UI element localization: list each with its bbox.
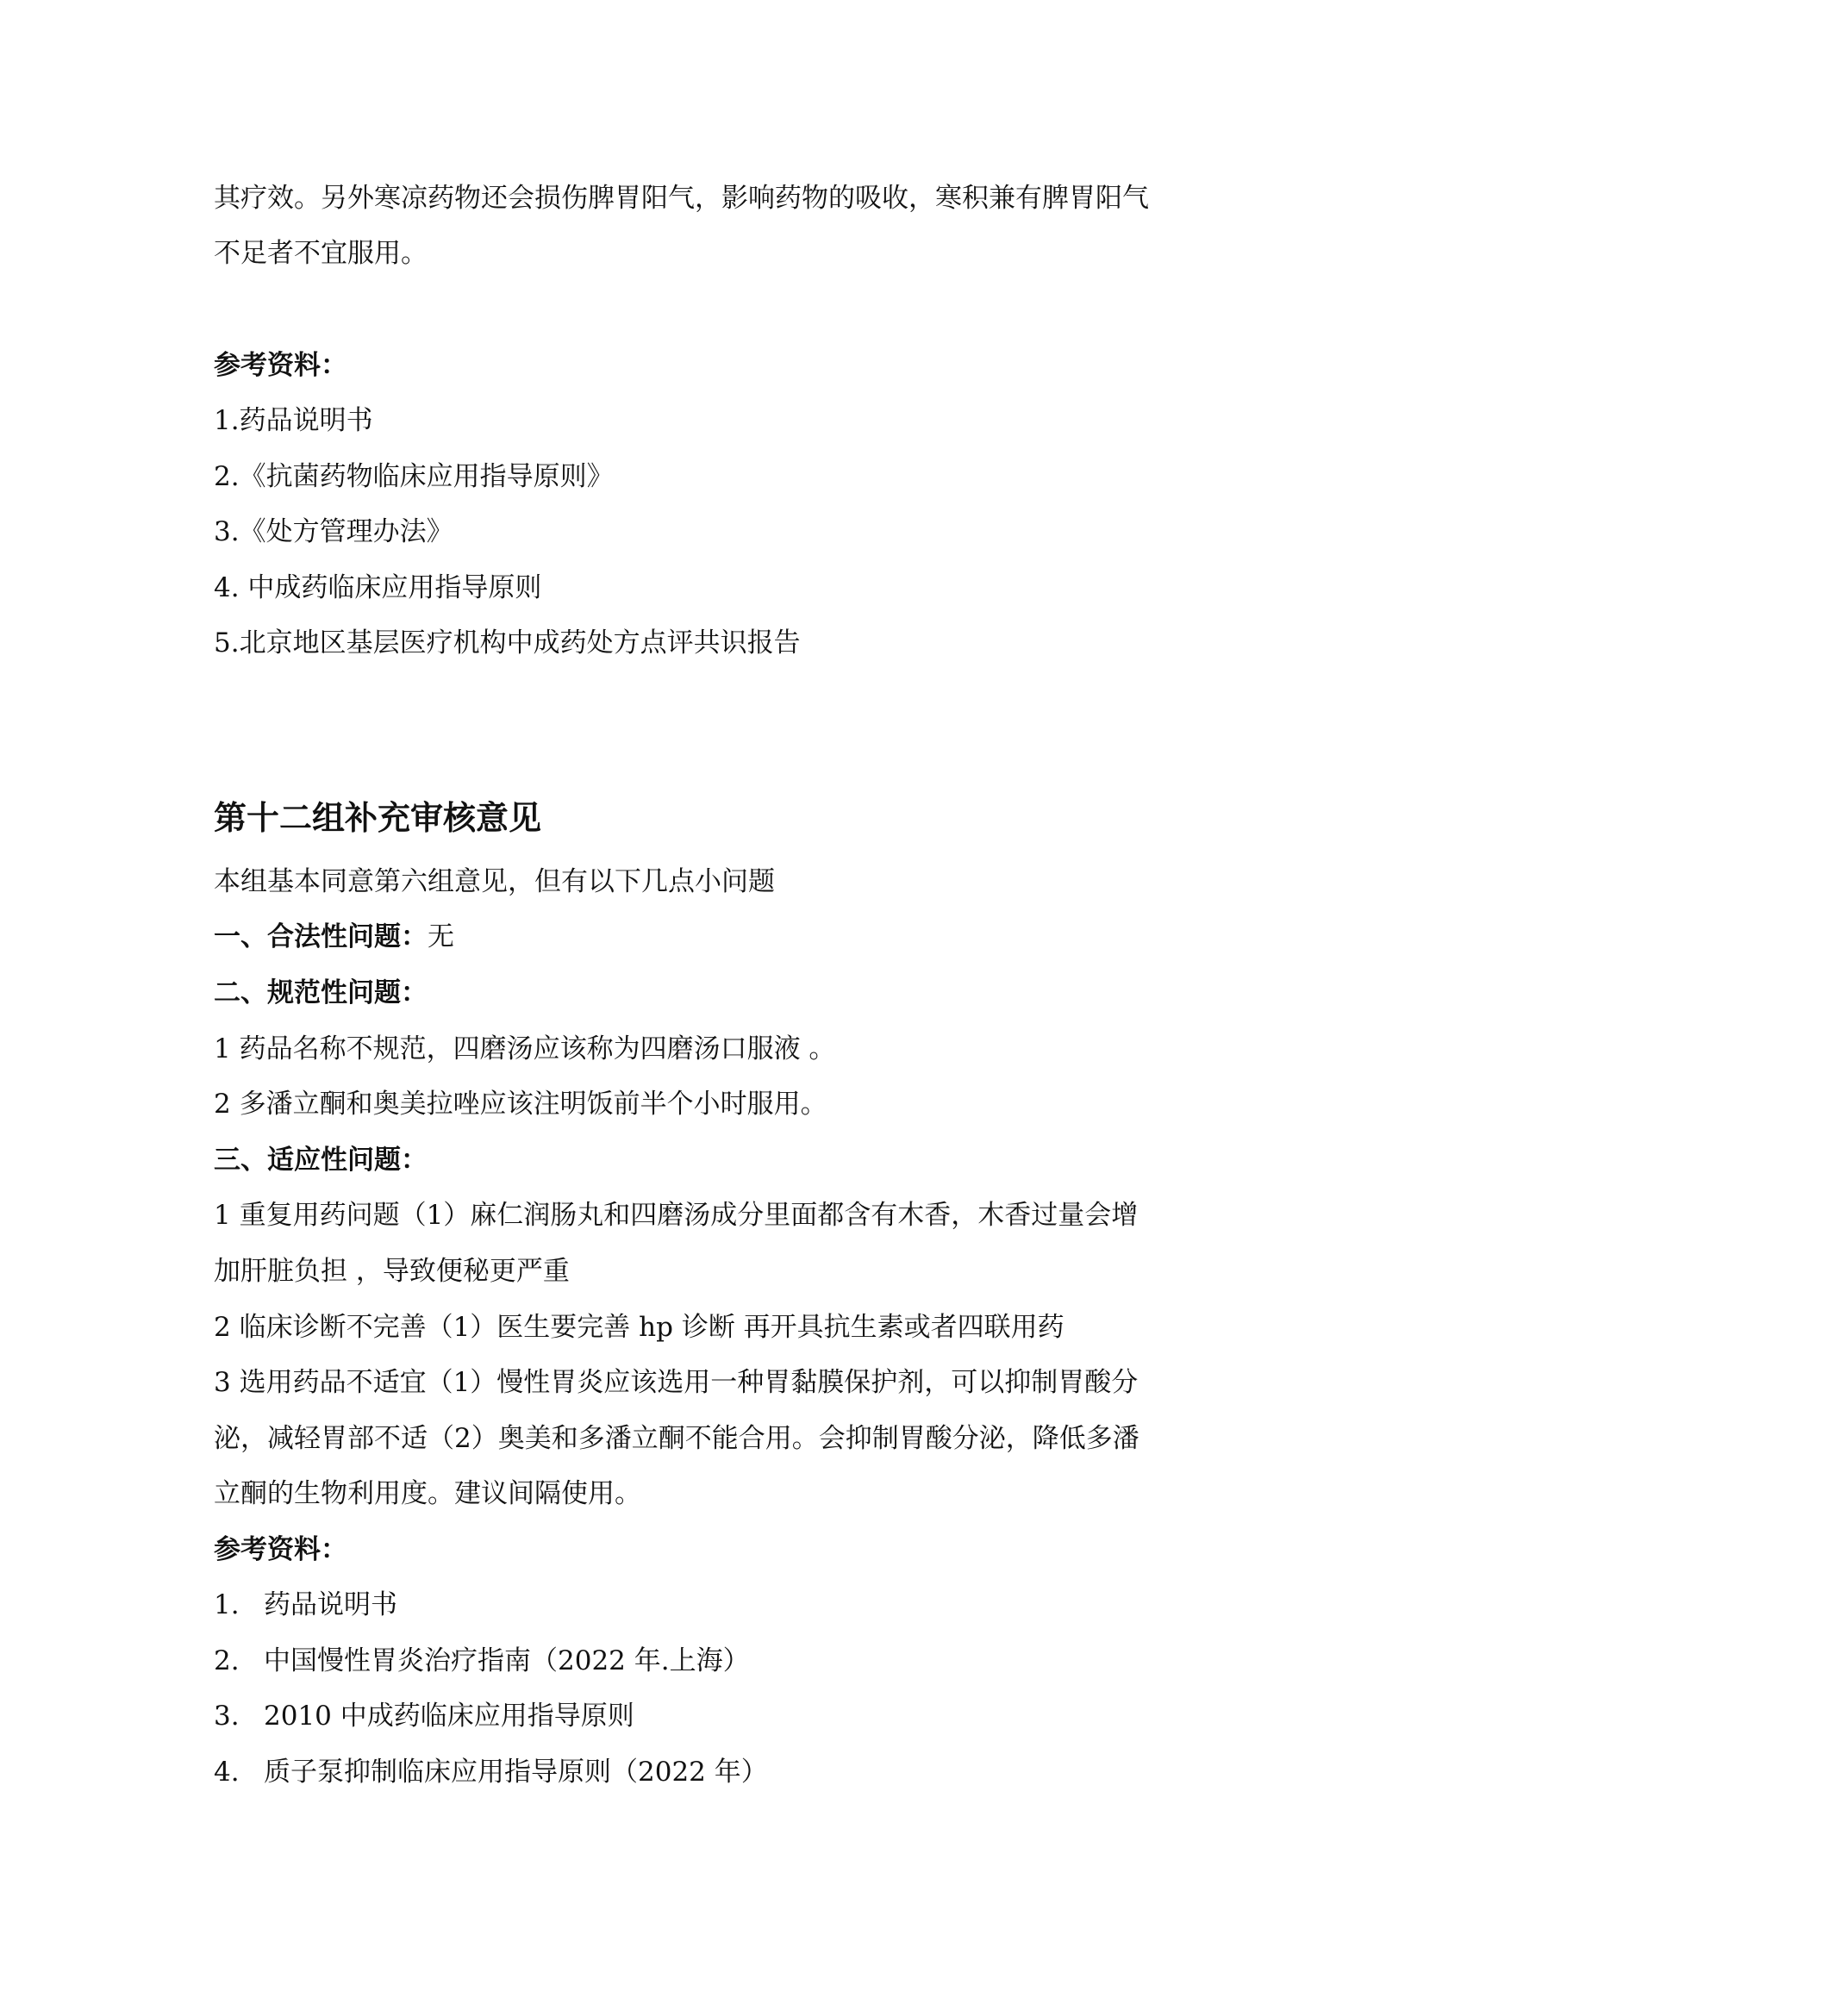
references-2-item-text: 2010 中成药临床应用指导原则 [264, 1701, 634, 1732]
references-1-item: 2.《抗菌药物临床应用指导原则》 [214, 461, 614, 492]
intro-line-1: 其疗效。另外寒凉药物还会损伤脾胃阳气，影响药物的吸收，寒积兼有脾胃阳气 [214, 183, 1149, 214]
references-2-item-text: 药品说明书 [264, 1589, 397, 1620]
suitability-line: 3 选用药品不适宜（1）慢性胃炎应该选用一种胃黏膜保护剂，可以抑制胃酸分 [214, 1367, 1139, 1398]
suitability-label: 三、适应性问题： [214, 1145, 428, 1176]
references-1-item: 5.北京地区基层医疗机构中成药处方点评共识报告 [214, 627, 801, 658]
references-1-title: 参考资料： [214, 350, 347, 381]
references-2-item [214, 1755, 768, 1789]
suitability-line: 泌，减轻胃部不适（2）奥美和多潘立酮不能合用。会抑制胃酸分泌，降低多潘 [214, 1423, 1139, 1454]
references-2-item [214, 1588, 397, 1622]
legality-label: 一、合法性问题： [214, 921, 428, 952]
standard-label: 二、规范性问题： [214, 977, 428, 1008]
section-summary: 本组基本同意第六组意见，但有以下几点小问题 [214, 866, 775, 897]
references-1-item: 4. 中成药临床应用指导原则 [214, 572, 542, 603]
references-2-title: 参考资料： [214, 1534, 347, 1565]
suitability-line: 立酮的生物利用度。建议间隔使用。 [214, 1478, 641, 1509]
references-2-item [214, 1644, 750, 1678]
references-2-item-number: 4. [214, 1757, 240, 1788]
references-1-item: 1.药品说明书 [214, 405, 373, 436]
references-2-item-number: 2. [214, 1645, 240, 1676]
references-2-item-number: 1. [214, 1589, 240, 1620]
legality-row [214, 920, 454, 954]
suitability-line: 1 重复用药问题（1）麻仁润肠丸和四磨汤成分里面都含有木香，木香过量会增 [214, 1200, 1139, 1231]
suitability-line: 2 临床诊断不完善（1）医生要完善 hp 诊断 再开具抗生素或者四联用药 [214, 1312, 1064, 1343]
suitability-line: 加肝脏负担 ，导致便秘更严重 [214, 1256, 570, 1287]
standard-item: 2 多潘立酮和奥美拉唑应该注明饭前半个小时服用。 [214, 1089, 827, 1120]
standard-item: 1 药品名称不规范，四磨汤应该称为四磨汤口服液 。 [214, 1033, 836, 1064]
references-1-item: 3.《处方管理办法》 [214, 516, 453, 547]
references-2-item-number: 3. [214, 1701, 240, 1732]
references-2-item-text: 质子泵抑制临床应用指导原则（2022 年） [264, 1757, 768, 1788]
section-heading: 第十二组补充审核意见 [214, 799, 542, 837]
references-2-item-text: 中国慢性胃炎治疗指南（2022 年.上海） [264, 1645, 750, 1676]
intro-line-2: 不足者不宜服用。 [214, 238, 428, 269]
legality-value: 无 [428, 921, 454, 952]
references-2-item [214, 1699, 634, 1733]
